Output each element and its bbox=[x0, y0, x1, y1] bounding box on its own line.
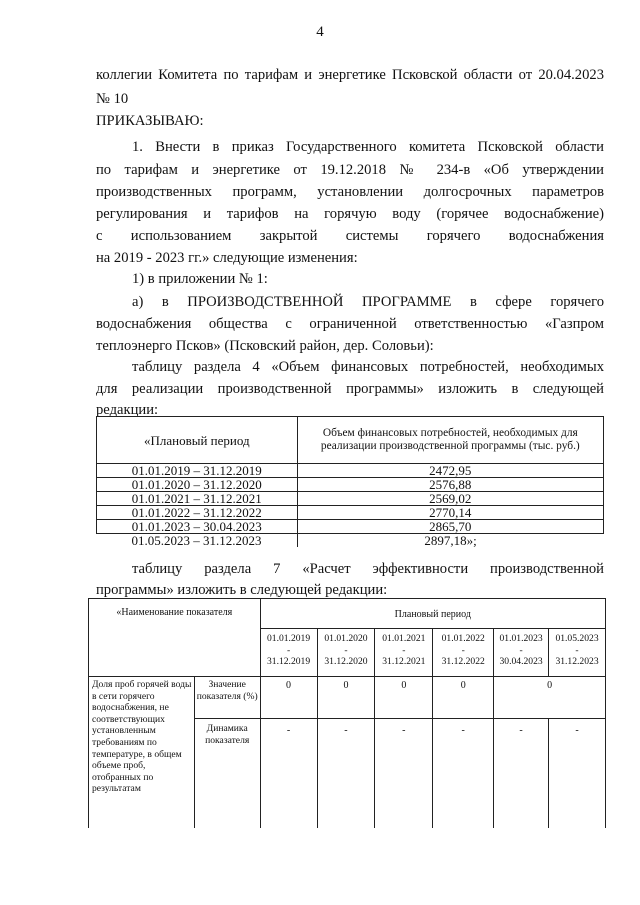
period-cell: 01.05.2023 – 31.12.2023 bbox=[97, 534, 298, 548]
finance-table-header bbox=[97, 417, 604, 464]
value-cell: 2472,95 bbox=[297, 464, 603, 478]
period-cell: 01.01.2019 – 31.12.2019 bbox=[97, 464, 298, 478]
text-line: по тарифам и энергетике от 19.12.2018 № 234-в «Об утверждении bbox=[96, 162, 604, 178]
text-line: программы» изложить в следующей редакции: bbox=[96, 582, 388, 598]
indicator-name-header: «Наименование показателя bbox=[89, 599, 261, 677]
period-date-cell: 01.01.2020 - 31.12.2020 bbox=[317, 629, 375, 677]
period-cell: 01.01.2023 – 30.04.2023 bbox=[97, 520, 298, 534]
dynamics-cell: - bbox=[549, 719, 606, 828]
text-line: с использованием закрытой системы горячего водоснабжения bbox=[96, 228, 604, 244]
text-line: таблицу раздела 7 «Расчет эффективности производственной bbox=[132, 561, 604, 577]
finance-table bbox=[96, 416, 604, 547]
value-cell: 0 bbox=[317, 677, 375, 719]
value-cell: 2569,02 bbox=[297, 492, 603, 506]
text-line: редакции: bbox=[96, 402, 159, 418]
indicator-sub-dynamics: Динамика показателя bbox=[194, 719, 260, 828]
text-line: а) в ПРОИЗВОДСТВЕННОЙ ПРОГРАММЕ в сфере горячего bbox=[132, 294, 604, 310]
table-row bbox=[97, 492, 604, 506]
value-cell: 2865,70 bbox=[297, 520, 603, 534]
period-header: «Плановый период bbox=[97, 417, 298, 464]
text-line: регулирования и тарифов на горячую воду (горячее водоснабжение) bbox=[96, 206, 604, 222]
indicator-name: Доля проб горячей воды в сети горячего водоснабжения, не соответствующих установленным требованиям по температуре, в общем объеме проб, отобранных по результатам bbox=[89, 677, 195, 828]
indicator-sub-value: Значение показателя (%) bbox=[194, 677, 260, 719]
table-row bbox=[97, 478, 604, 492]
period-cell: 01.01.2022 – 31.12.2022 bbox=[97, 506, 298, 520]
text-line: коллегии Комитета по тарифам и энергетике Псковской области от 20.04.2023 bbox=[96, 67, 604, 83]
table-row bbox=[97, 506, 604, 520]
dynamics-cell: - bbox=[433, 719, 494, 828]
value-cell: 2576,88 bbox=[297, 478, 603, 492]
period-date-cell: 01.01.2022 - 31.12.2022 bbox=[433, 629, 494, 677]
order-heading: ПРИКАЗЫВАЮ: bbox=[96, 113, 204, 129]
dynamics-cell: - bbox=[494, 719, 549, 828]
page-number: 4 bbox=[316, 24, 324, 40]
period-date-cell: 01.01.2019 - 31.12.2019 bbox=[260, 629, 317, 677]
value-cell: 2897,18»; bbox=[297, 534, 603, 548]
text-line: производственных программ, установлении долгосрочных параметров bbox=[96, 184, 604, 200]
efficiency-table bbox=[88, 598, 606, 828]
value-cell: 2770,14 bbox=[297, 506, 603, 520]
efficiency-header-row bbox=[89, 599, 606, 629]
text-line: для реализации производственной программы» изложить в следующей bbox=[96, 381, 604, 397]
table-row bbox=[97, 534, 604, 548]
text-line: таблицу раздела 4 «Объем финансовых потребностей, необходимых bbox=[132, 359, 604, 375]
period-cell: 01.01.2021 – 31.12.2021 bbox=[97, 492, 298, 506]
period-date-cell: 01.01.2023 - 30.04.2023 bbox=[494, 629, 549, 677]
planning-period-header: Плановый период bbox=[260, 599, 605, 629]
value-cell: 0 bbox=[375, 677, 433, 719]
period-cell: 01.01.2020 – 31.12.2020 bbox=[97, 478, 298, 492]
dynamics-cell: - bbox=[260, 719, 317, 828]
dynamics-cell: - bbox=[317, 719, 375, 828]
period-date-cell: 01.01.2021 - 31.12.2021 bbox=[375, 629, 433, 677]
value-cell: 0 bbox=[433, 677, 494, 719]
text-line: теплоэнерго Псков» (Псковский район, дер. Соловьи): bbox=[96, 338, 434, 354]
value-cell: 0 bbox=[260, 677, 317, 719]
period-date-cell: 01.05.2023 - 31.12.2023 bbox=[549, 629, 606, 677]
text-line: водоснабжения общества с ограниченной ответственностью «Газпром bbox=[96, 316, 604, 332]
text-line: 1) в приложении № 1: bbox=[132, 271, 268, 287]
finance-header: Объем финансовых потребностей, необходимых для реализации производственной программы (тыс. руб.) bbox=[297, 417, 603, 464]
table-row bbox=[97, 520, 604, 534]
value-cell: 0 bbox=[494, 677, 606, 719]
table-row bbox=[97, 464, 604, 478]
text-line: № 10 bbox=[96, 91, 129, 107]
indicator-value-row bbox=[89, 677, 606, 719]
text-line: 1. Внести в приказ Государственного комитета Псковской области bbox=[132, 139, 604, 155]
dynamics-cell: - bbox=[375, 719, 433, 828]
text-line: на 2019 - 2023 гг.» следующие изменения: bbox=[96, 250, 358, 266]
